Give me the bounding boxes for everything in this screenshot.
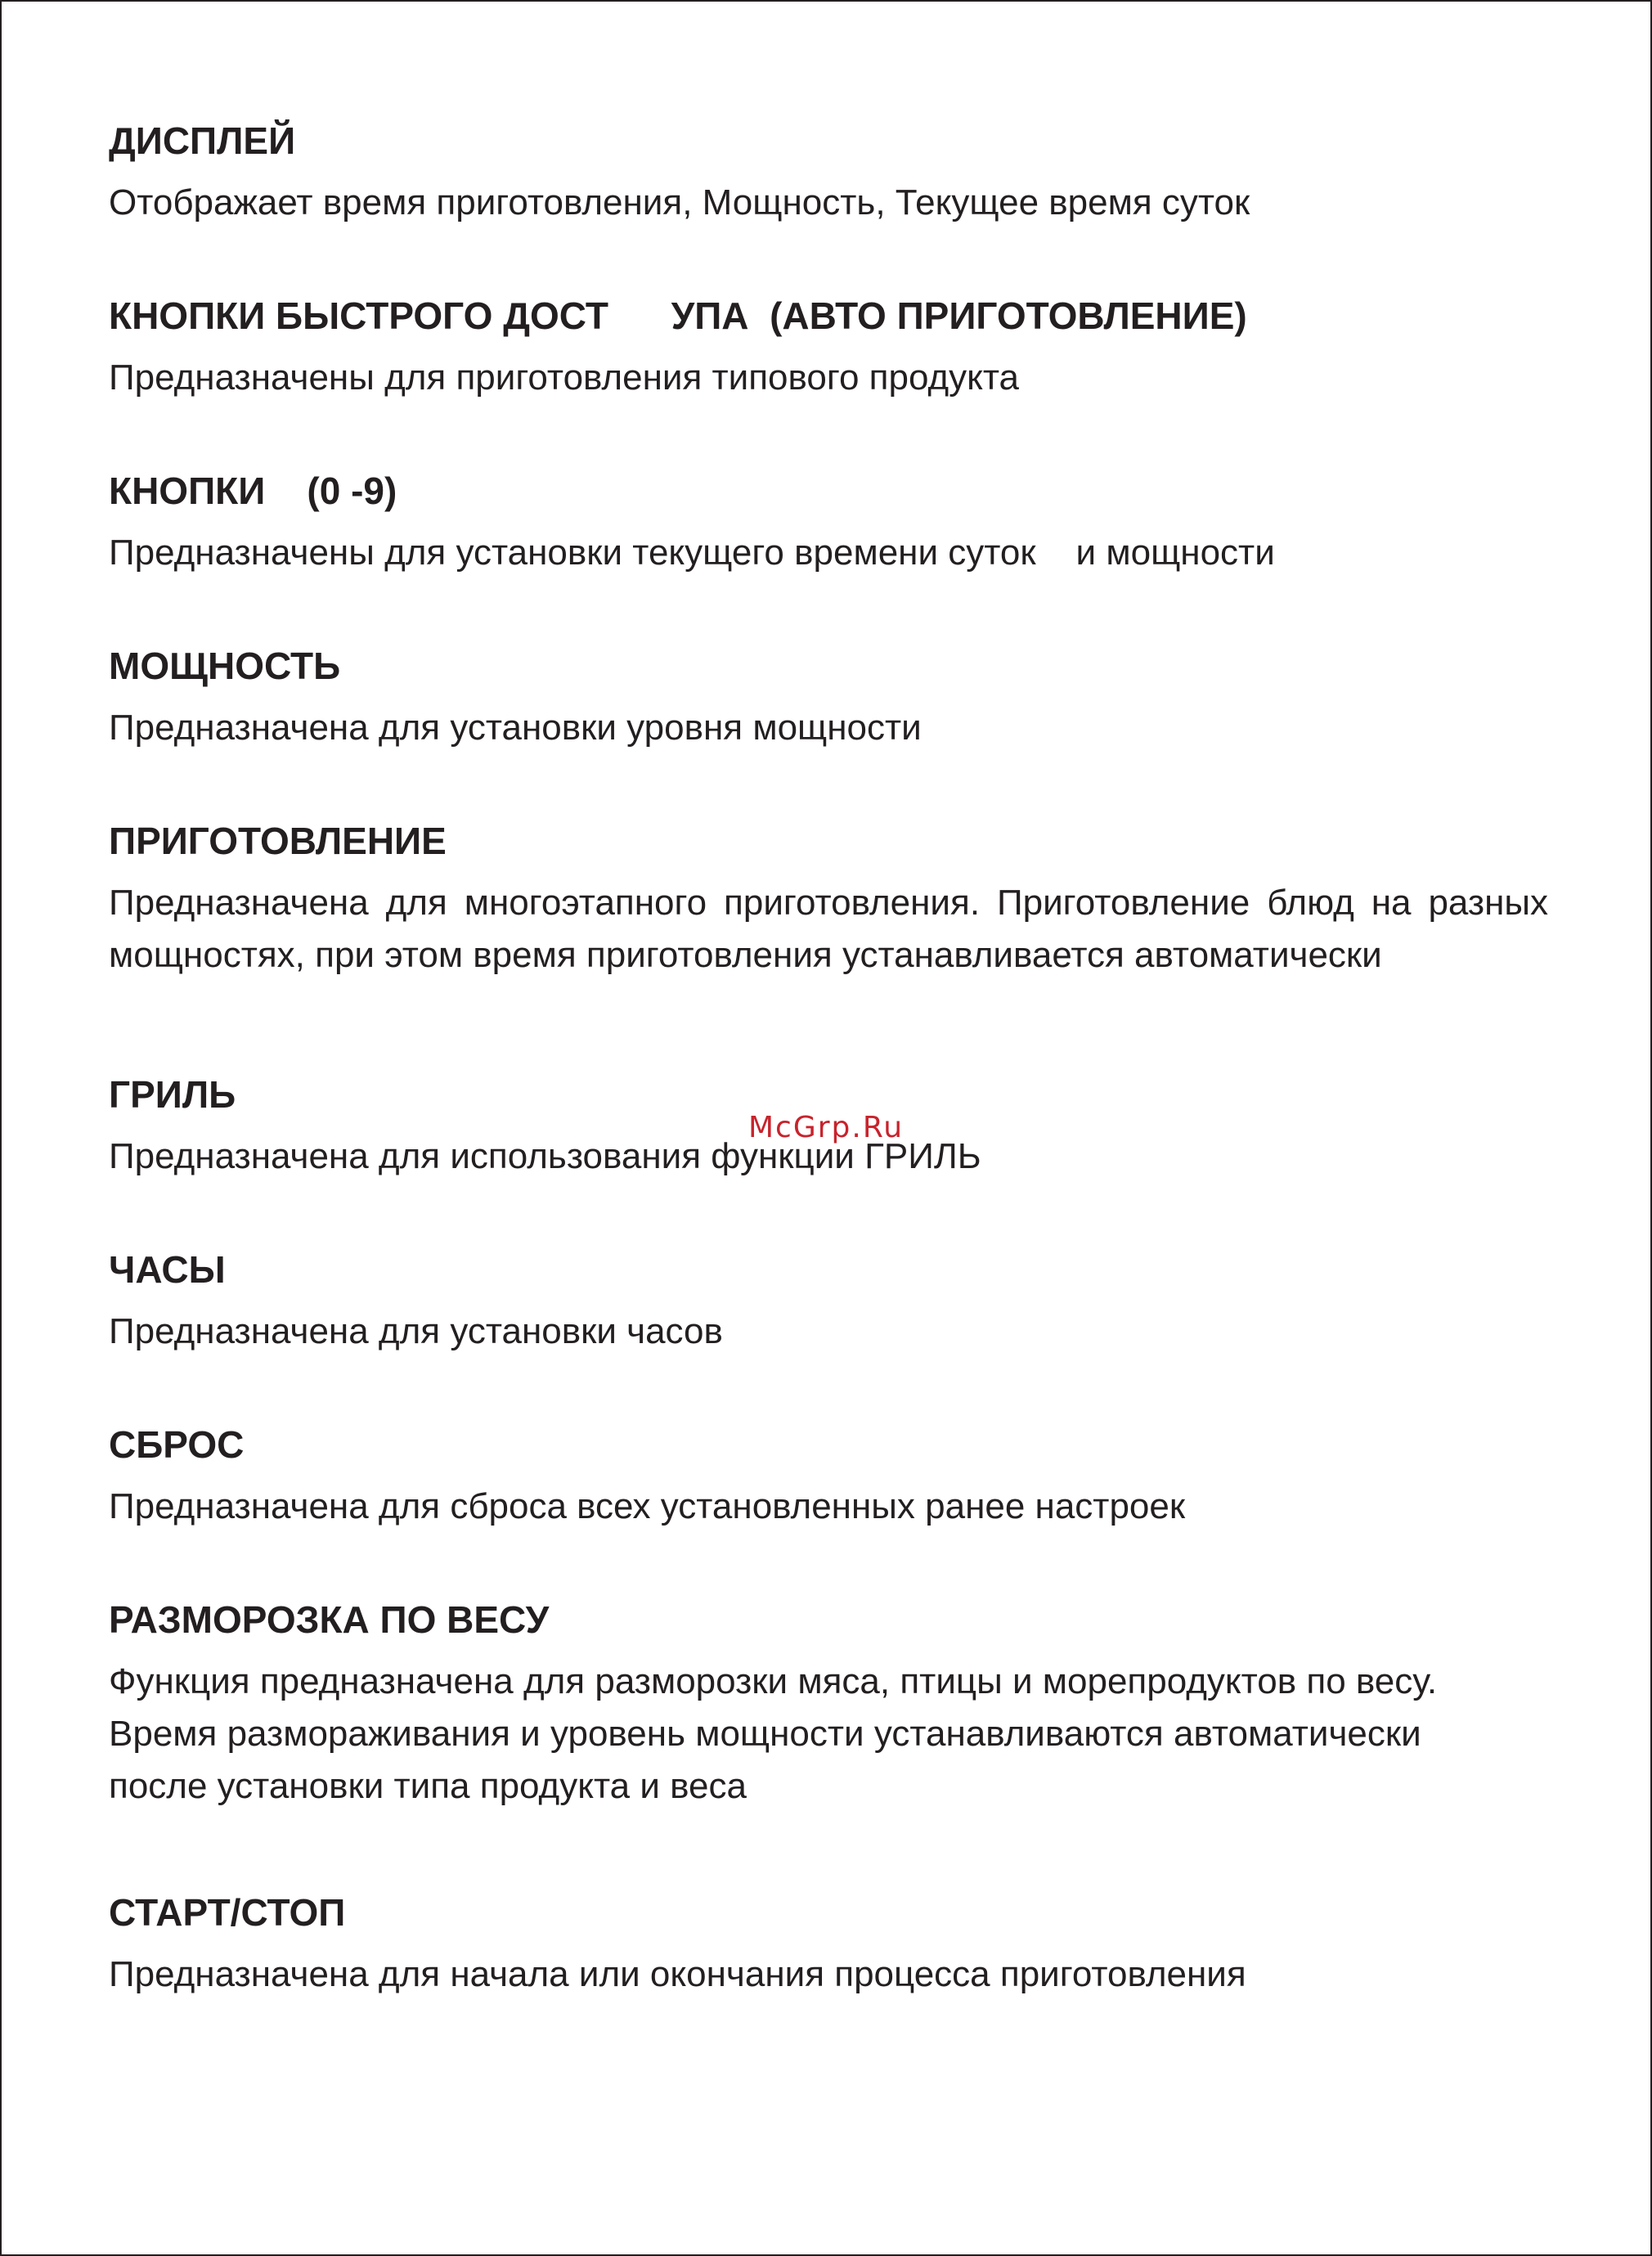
section-quick-access-buttons bbox=[109, 288, 1548, 404]
section-display bbox=[109, 113, 1548, 229]
section-description: Предназначена для сброса всех установленных ранее настроек bbox=[109, 1486, 1186, 1526]
section-heading: ГРИЛЬ bbox=[109, 1073, 236, 1116]
section-cooking bbox=[109, 813, 1559, 982]
section-power bbox=[109, 638, 1548, 754]
section-description: Предназначена для установки уровня мощности bbox=[109, 708, 922, 748]
section-number-buttons bbox=[109, 463, 1548, 579]
section-reset bbox=[109, 1417, 1548, 1533]
section-description: Предназначены для установки текущего времени суток и мощности bbox=[109, 533, 1275, 573]
section-heading: РАЗМОРОЗКА ПО ВЕСУ bbox=[109, 1598, 550, 1641]
section-start-stop bbox=[109, 1885, 1548, 2001]
section-description: Функция предназначена для разморозки мяса, птицы и морепродуктов по весу. Время размораживания и уровень мощности устанавливаются автоматически после установки типа продукта и веса bbox=[109, 1661, 1438, 1806]
section-description: Предназначена для начала или окончания процесса приготовления bbox=[109, 1954, 1246, 1994]
section-description: Предназначена для многоэтапного приготовления. Приготовление блюд на разных мощностях, при этом время приготовления устанавливается автоматически bbox=[109, 883, 1559, 975]
section-heading: СБРОС bbox=[109, 1423, 245, 1466]
section-description: Предназначены для приготовления типового продукта bbox=[109, 357, 1019, 398]
section-heading: ЧАСЫ bbox=[109, 1248, 226, 1291]
document-content bbox=[109, 83, 1559, 2001]
section-heading: ПРИГОТОВЛЕНИЕ bbox=[109, 820, 447, 862]
watermark-text: McGrp.Ru bbox=[747, 1111, 905, 1144]
section-description: Предназначена для установки часов bbox=[109, 1311, 723, 1351]
section-heading: МОЩНОСТЬ bbox=[109, 645, 341, 687]
section-heading: ДИСПЛЕЙ bbox=[109, 119, 296, 162]
section-clock bbox=[109, 1242, 1548, 1358]
section-defrost-by-weight bbox=[109, 1592, 1548, 1813]
section-description: Отображает время приготовления, Мощность, Текущее время суток bbox=[109, 182, 1250, 222]
section-description: Предназначена для использования функции ГРИЛЬ bbox=[109, 1136, 981, 1176]
section-heading: КНОПКИ БЫСТРОГО ДОСТ УПА (АВТО ПРИГОТОВЛЕНИЕ) bbox=[109, 294, 1247, 337]
section-heading: КНОПКИ (0 -9) bbox=[109, 470, 397, 512]
section-heading: СТАРТ/СТОП bbox=[109, 1891, 346, 1934]
